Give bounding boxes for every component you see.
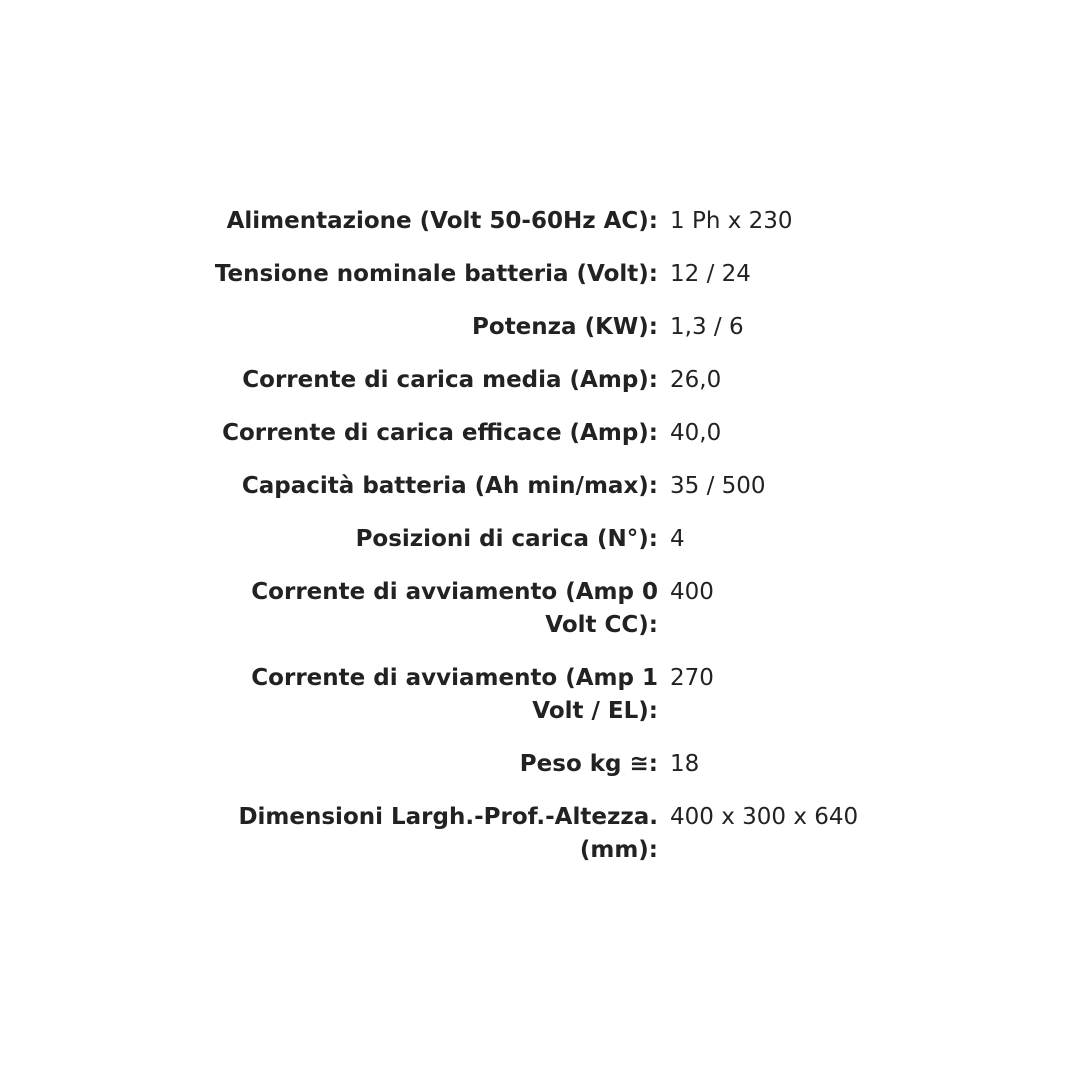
spec-value: 12 / 24: [670, 261, 751, 287]
spec-value: 400: [670, 579, 714, 605]
spec-value: 18: [670, 751, 700, 777]
spec-label: Potenza (KW):: [472, 314, 658, 340]
spec-row-avviamento-1v: [200, 662, 858, 748]
spec-value: 400 x 300 x 640: [670, 804, 859, 830]
spec-value: 40,0: [670, 420, 722, 446]
spec-value: 26,0: [670, 367, 722, 393]
spec-label: Tensione nominale batteria (Volt):: [214, 261, 658, 287]
spec-row-potenza: [200, 311, 858, 364]
spec-row-avviamento-0v: [200, 576, 858, 662]
spec-value: 35 / 500: [670, 473, 766, 499]
spec-row-alimentazione: [200, 205, 858, 258]
spec-value: 1,3 / 6: [670, 314, 744, 340]
spec-value: 270: [670, 665, 714, 691]
spec-value: 1 Ph x 230: [670, 208, 793, 234]
spec-label: Peso kg ≅:: [519, 751, 658, 777]
spec-row-tensione: [200, 258, 858, 311]
spec-label: Dimensioni Largh.-Prof.-Altezza. (mm):: [238, 804, 658, 863]
specifications-table: [200, 205, 858, 887]
spec-label: Corrente di avviamento (Amp 1 Volt / EL):: [251, 665, 658, 724]
spec-label: Corrente di carica media (Amp):: [242, 367, 658, 393]
spec-value: 4: [670, 526, 685, 552]
spec-row-corrente-media: [200, 364, 858, 417]
spec-label: Corrente di avviamento (Amp 0 Volt CC):: [251, 579, 658, 638]
spec-row-capacita: [200, 470, 858, 523]
spec-label: Corrente di carica efficace (Amp):: [222, 420, 658, 446]
spec-row-posizioni: [200, 523, 858, 576]
spec-row-dimensioni: [200, 801, 858, 887]
spec-row-peso: [200, 748, 858, 801]
spec-label: Alimentazione (Volt 50-60Hz AC):: [226, 208, 658, 234]
spec-label: Posizioni di carica (N°):: [355, 526, 658, 552]
spec-row-corrente-efficace: [200, 417, 858, 470]
spec-label: Capacità batteria (Ah min/max):: [241, 473, 658, 499]
